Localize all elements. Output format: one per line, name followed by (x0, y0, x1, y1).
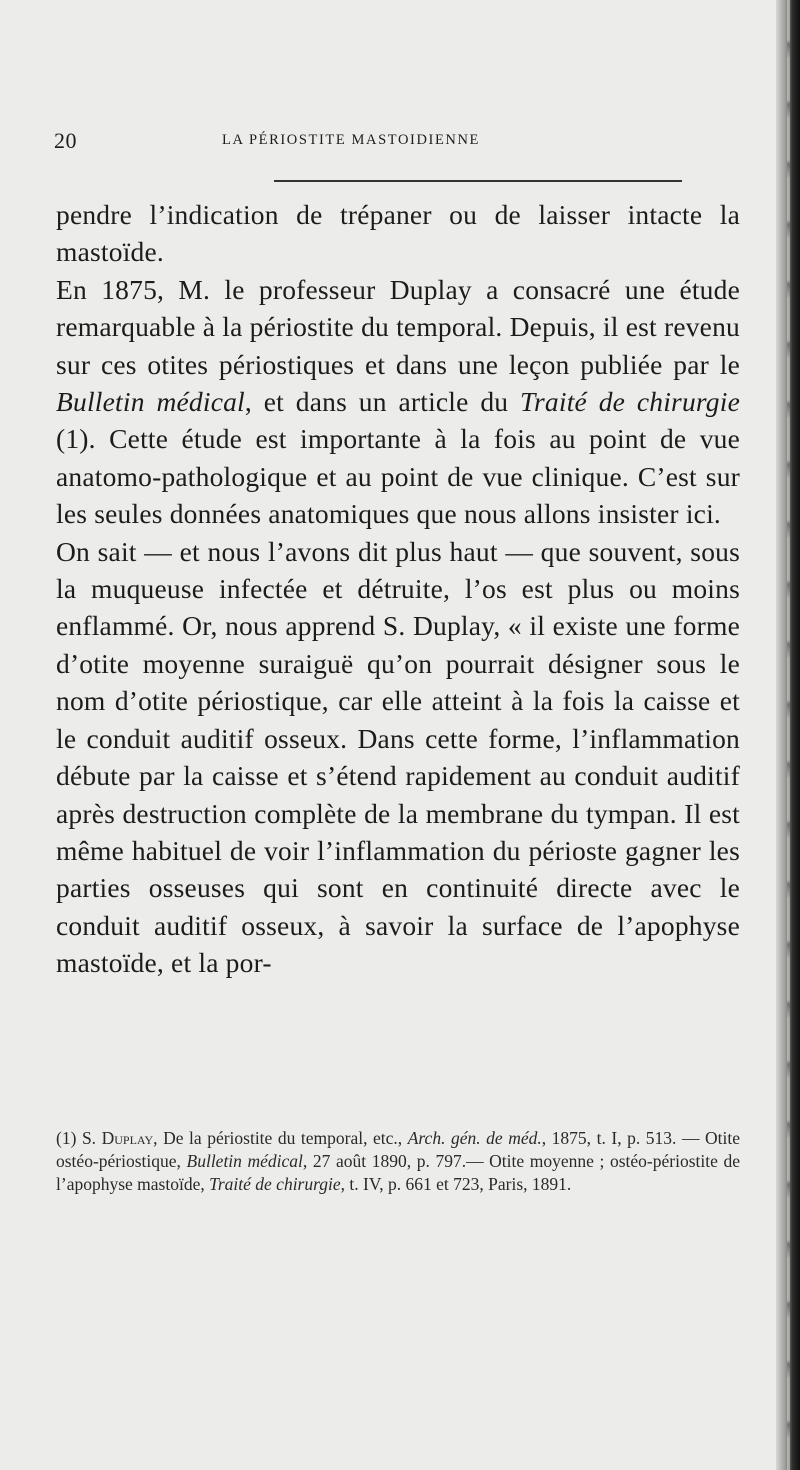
paragraph-1-text: pendre l’indication de trépaner ou de laisser intacte la mastoïde. (56, 199, 740, 268)
page-number: 20 (54, 128, 77, 153)
footnote-text-a: (1) S. (56, 1128, 102, 1148)
footnote (56, 1127, 740, 1196)
page-binding-shadow (787, 0, 790, 1470)
paragraph-2-text-c: (1). Cette étude est importante à la fois au point de vue anatomo-pathologique et au point de vue clinique. C’est sur les seules données anatomiques que nous allons insister ici. (56, 423, 740, 530)
footnote-text-c: , 1875, t. I, p. 513. — Otite ostéo-périostique, (56, 1128, 740, 1171)
footnote-text-d: , 27 août 1890, p. 797.— Otite moyenne ; ostéo-périostite de l’apophyse mastoïde, (56, 1151, 740, 1194)
paragraph-2-italic-traite: Traité de chirurgie (520, 386, 740, 418)
paragraph-1 (56, 196, 740, 271)
paragraph-3-text: On sait — et nous l’avons dit plus haut — que souvent, sous la muqueuse infectée et détruite, l’os est plus ou moins enflammé. Or, nous apprend S. Duplay, « il existe une forme d’otite moyenne suraiguë qu’on pourrait désigner sous le nom d’otite périostique, car elle atteint à la fois la caisse et le conduit auditif osseux. Dans cette forme, l’inflammation débute par la caisse et s’étend rapidement au conduit auditif après destruction complète de la membrane du tympan. Il est même habituel de voir l’inflammation du périoste gagner les parties osseuses qui sont en continuité directe avec le conduit auditif osseux, à savoir la surface de l’apophyse mastoïde, et la por- (56, 535, 740, 979)
paragraph-2-italic-bulletin: Bulletin médical (56, 386, 245, 418)
paragraph-3 (56, 533, 740, 982)
footnote-text-e: , t. IV, p. 661 et 723, Paris, 1891. (340, 1174, 572, 1194)
footnote-text-b: , De la périostite du temporal, etc., (153, 1128, 408, 1148)
footnote-italic-arch: Arch. gén. de méd. (407, 1128, 542, 1148)
paragraph-2-text-b: , et dans un article du (244, 386, 521, 418)
footnote-italic-bulletin: Bulletin médical (186, 1151, 303, 1171)
footnote-author: Duplay (101, 1128, 154, 1148)
paragraph-2 (56, 271, 740, 533)
header-rule (274, 180, 682, 182)
footnote-text (56, 1127, 740, 1196)
paragraph-2-text-a: En 1875, M. le professeur Duplay a consacré une étude remarquable à la périostite du temporal. Depuis, il est revenu sur ces otites périostiques et dans une leçon publiée par le (56, 273, 740, 380)
body-text (56, 196, 740, 982)
footnote-italic-traite: Traité de chirurgie (209, 1174, 341, 1194)
running-head (54, 128, 746, 154)
running-title: LA PÉRIOSTITE MASTOIDIENNE (222, 132, 481, 148)
